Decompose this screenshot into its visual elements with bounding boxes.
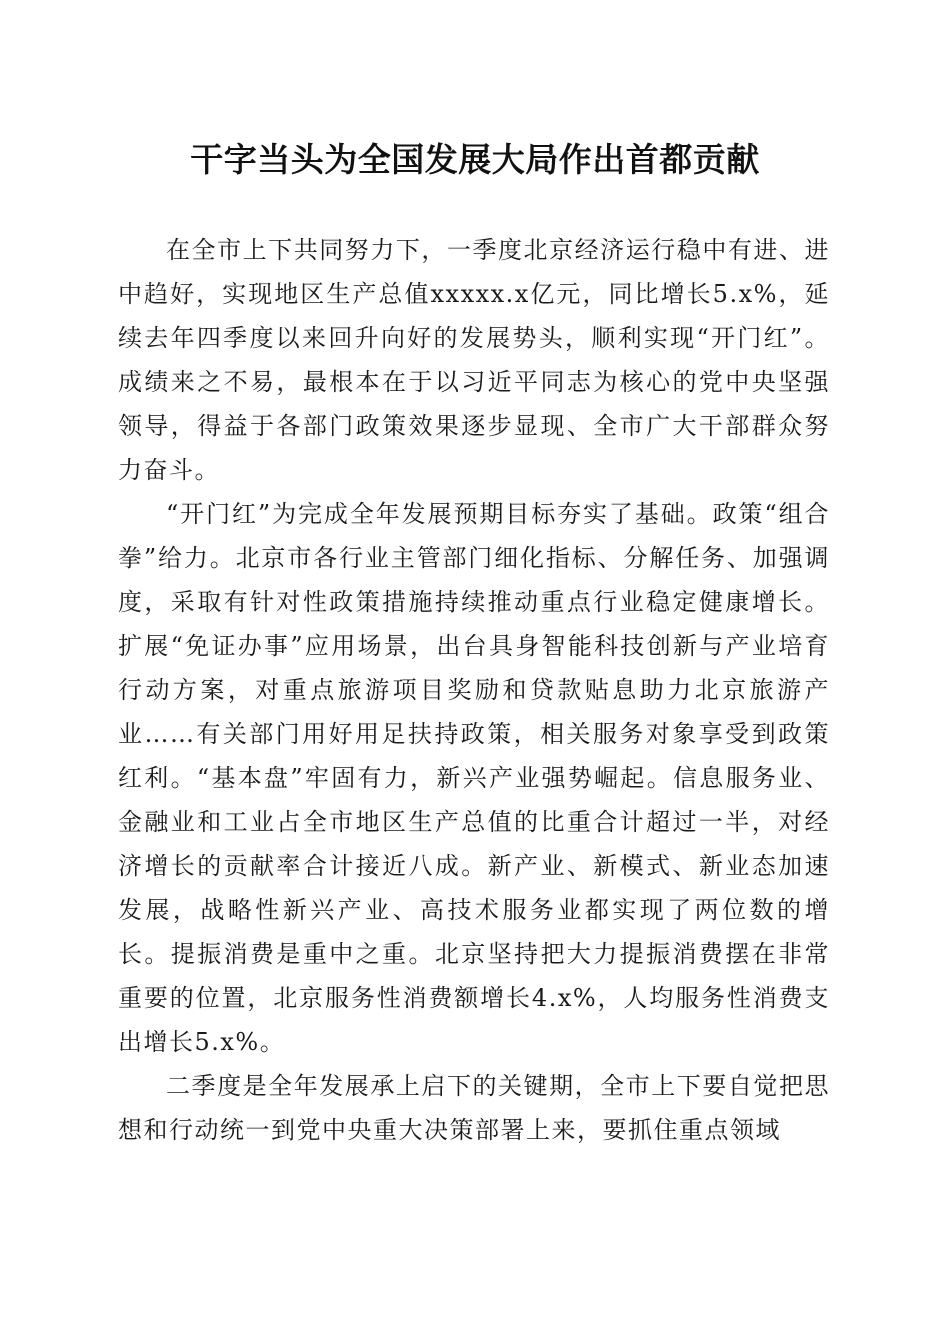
paragraph-good-start: “开门红”为完成全年发展预期目标夯实了基础。政策“组合拳”给力。北京市各行业主管部门细化指标、分解任务、加强调度，采取有针对性政策措施持续推动重点行业稳定健康增长。扩展“免证办事”应用场景，出台具身智能科技创新与产业培育行动方案，对重点旅游项目奖励和贷款贴息助力北京旅游产业……有关部门用好用足扶持政策，相关服务对象享受到政策红利。“基本盘”牢固有力，新兴产业强势崛起。信息服务业、金融业和工业占全市地区生产总值的比重合计超过一半，对经济增长的贡献率合计接近八成。新产业、新模式、新业态加速发展，战略性新兴产业、高技术服务业都实现了两位数的增长。提振消费是重中之重。北京坚持把大力提振消费摆在非常重要的位置，北京服务性消费额增长4.x%，人均服务性消费支出增长5.x%。 — [118, 500, 830, 1056]
paragraph-q2-outlook: 二季度是全年发展承上启下的关键期，全市上下要自觉把思想和行动统一到党中央重大决策部署上来，要抓住重点领域 — [118, 1072, 830, 1144]
paragraph-q1-economy: 在全市上下共同努力下，一季度北京经济运行稳中有进、进中趋好，实现地区生产总值xxxxx.x亿元，同比增长5.x%，延续去年四季度以来回升向好的发展势头，顺利实现“开门红”。成绩来之不易，最根本在于以习近平同志为核心的党中央坚强领导，得益于各部门政策效果逐步显现、全市广大干部群众努力奋斗。 — [118, 236, 830, 484]
document-body — [118, 228, 830, 1152]
document-title: 干字当头为全国发展大局作出首都贡献 — [190, 140, 760, 179]
